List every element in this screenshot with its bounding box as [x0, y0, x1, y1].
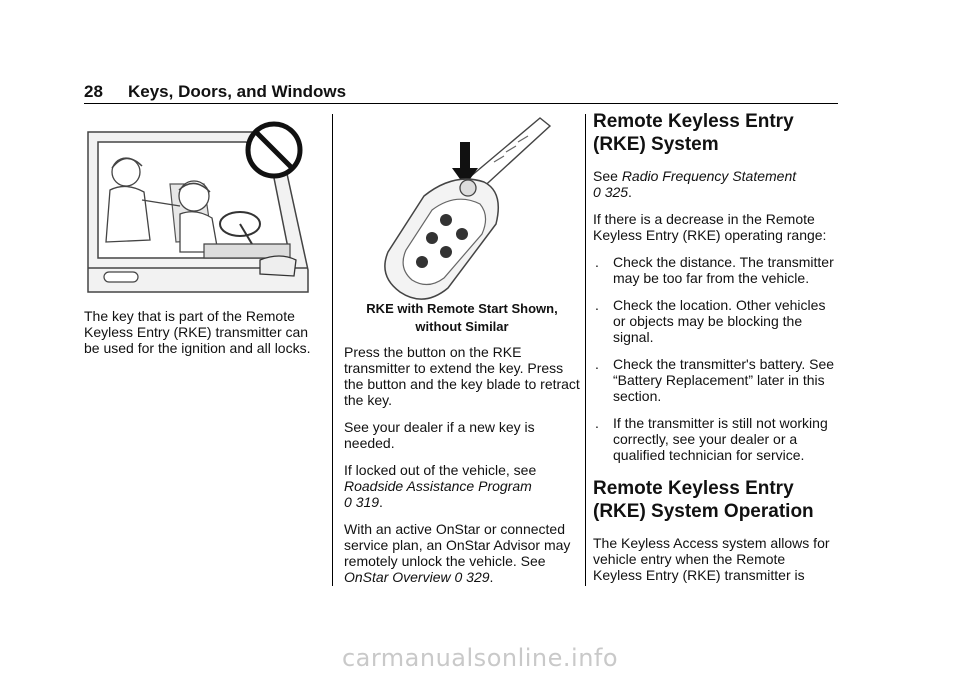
key-ignition-paragraph: The key that is part of the Remote Keyless Entry (RKE) transmitter can be used for the ignition and all locks.	[84, 308, 311, 356]
page-ref-319[interactable]: 319	[355, 494, 380, 510]
rke-operation-heading: Remote Keyless Entry (RKE) System Operation	[593, 478, 814, 522]
list-item: . Check the location. Other vehicles or objects may be blocking the signal.	[595, 297, 826, 345]
flip-key-fob-illustration	[344, 112, 580, 300]
column-3	[593, 110, 837, 594]
list-item: . Check the transmitter's battery. See “Battery Replacement” later in this section.	[595, 356, 835, 404]
page-ref-329[interactable]: 329	[466, 569, 490, 585]
onstar-paragraph: With an active OnStar or connected service plan, an OnStar Advisor may remotely unlock the vehicle. See OnStar Overview 0 329.	[344, 521, 571, 585]
page-header	[84, 82, 838, 102]
section-title: Keys, Doors, and Windows	[128, 82, 347, 101]
column-1	[84, 120, 320, 367]
radio-frequency-statement-link[interactable]: Radio Frequency Statement	[621, 168, 797, 184]
caption-line-2: without Similar	[415, 319, 509, 334]
page-number: 28	[84, 82, 103, 101]
figure-caption	[344, 300, 580, 336]
column-divider-right	[585, 114, 586, 586]
see-radio-frequency-paragraph: See Radio Frequency Statement 0 325.	[593, 168, 797, 200]
child-in-car-no-symbol-illustration	[84, 120, 310, 294]
caption-line-1: RKE with Remote Start Shown,	[366, 301, 558, 316]
list-item: . Check the distance. The transmitter may be too far from the vehicle.	[595, 254, 834, 286]
list-item: . If the transmitter is still not working correctly, see your dealer or a qualified technician for service.	[595, 415, 828, 463]
watermark: carmanualsonline.info	[341, 644, 619, 672]
column-divider-left	[332, 114, 333, 586]
new-key-paragraph: See your dealer if a new key is needed.	[344, 419, 535, 451]
page-ref-325[interactable]: 325	[604, 184, 629, 200]
header-rule	[84, 103, 838, 104]
page-ref-symbol: 0	[344, 494, 352, 510]
rke-system-heading: Remote Keyless Entry (RKE) System	[593, 111, 794, 155]
locked-out-paragraph: If locked out of the vehicle, see Roadside Assistance Program 0 319.	[344, 462, 537, 510]
column-2	[344, 112, 580, 596]
keyless-access-paragraph: The Keyless Access system allows for vehicle entry when the Remote Keyless Entry (RKE) transmitter is	[593, 535, 830, 583]
roadside-assistance-link[interactable]: Roadside Assistance Program	[344, 478, 532, 494]
range-checklist	[593, 254, 837, 463]
extend-key-paragraph: Press the button on the RKE transmitter to extend the key. Press the button and the key blade to retract the key.	[344, 344, 580, 408]
onstar-overview-link[interactable]: OnStar Overview	[344, 569, 451, 585]
range-decrease-paragraph: If there is a decrease in the Remote Keyless Entry (RKE) operating range:	[593, 211, 827, 243]
